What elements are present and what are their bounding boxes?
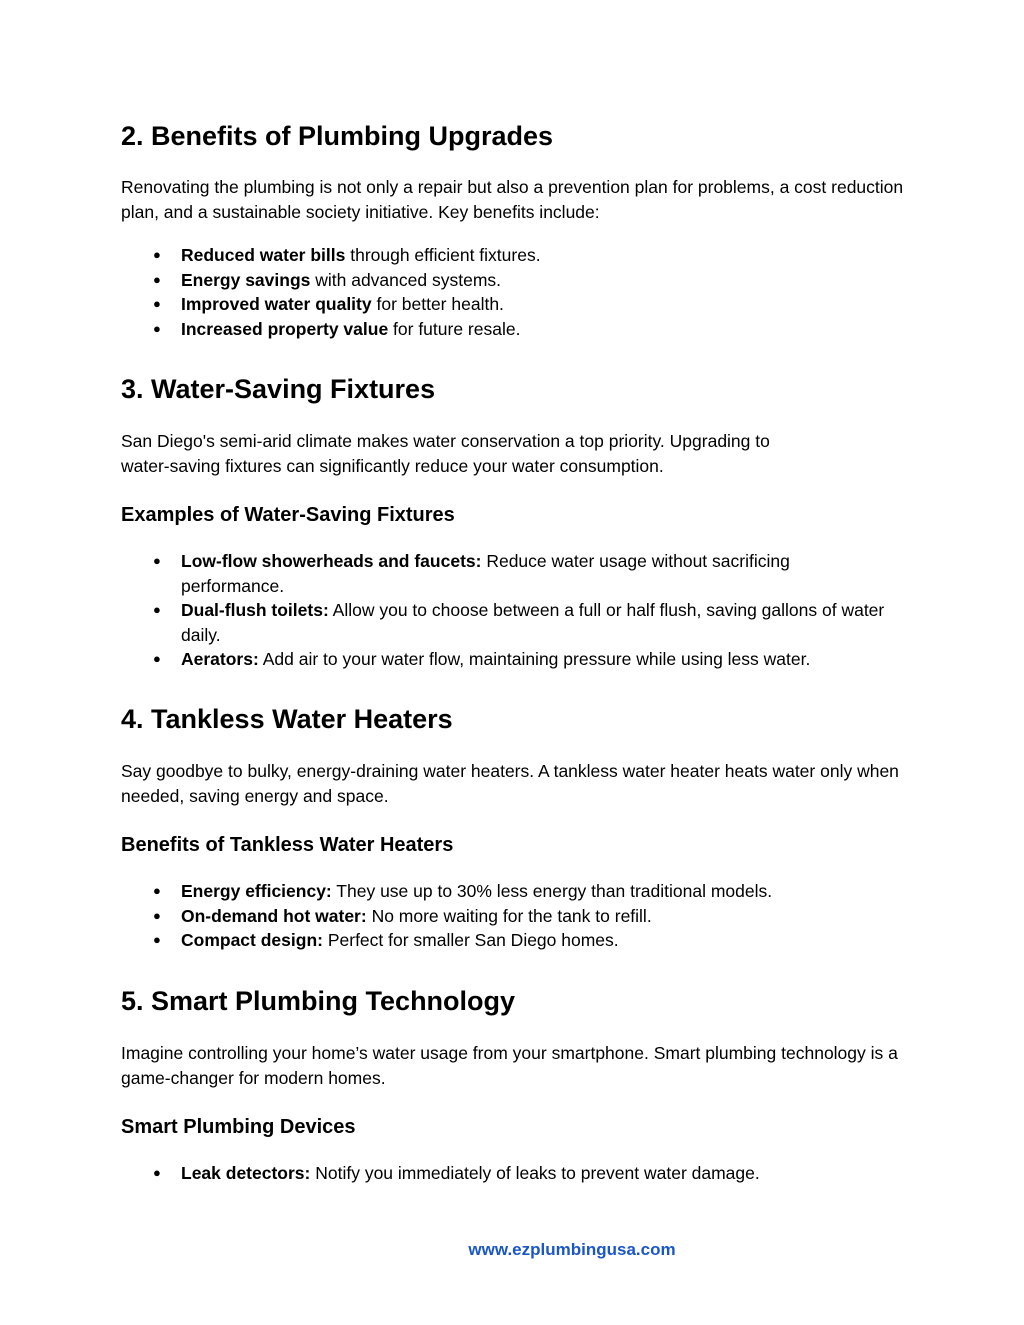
bullet-icon: ●	[153, 1165, 161, 1180]
bullet-icon: ●	[153, 602, 161, 617]
subheading-water-saving-examples: Examples of Water-Saving Fixtures	[121, 504, 455, 526]
list-item: ● On-demand hot water: No more waiting for the tank to refill.	[121, 904, 911, 929]
list-item: ● Low-flow showerheads and faucets: Reduce water usage without sacrificing performance.	[153, 551, 790, 596]
section-heading-water-saving: 3. Water-Saving Fixtures	[121, 374, 436, 404]
smart-devices-list	[121, 1161, 911, 1186]
list-item: ● Energy savings with advanced systems.	[121, 268, 911, 293]
list-item: ● Compact design: Perfect for smaller San Diego homes.	[121, 928, 911, 953]
list-item: ● Leak detectors: Notify you immediately of leaks to prevent water damage.	[121, 1161, 911, 1186]
section-heading-benefits: 2. Benefits of Plumbing Upgrades	[121, 121, 554, 151]
footer-website-link[interactable]: www.ezplumbingusa.com	[468, 1240, 676, 1259]
list-item: ● Dual-flush toilets: Allow you to choose between a full or half flush, saving gallons of water daily.	[153, 600, 885, 645]
section-intro-benefits: Renovating the plumbing is not only a repair but also a prevention plan for problems, a cost reduction plan, and a sustainable society initiative. Key benefits include:	[121, 177, 904, 222]
list-item: ● Reduced water bills through efficient fixtures.	[121, 243, 911, 268]
bullet-icon: ●	[153, 553, 161, 568]
section-heading-smart: 5. Smart Plumbing Technology	[121, 986, 516, 1016]
bullet-icon: ●	[153, 883, 161, 898]
tankless-list	[121, 879, 911, 953]
bullet-icon: ●	[153, 247, 161, 262]
subheading-smart-devices: Smart Plumbing Devices	[121, 1116, 356, 1138]
section-intro-tankless: Say goodbye to bulky, energy-draining water heaters. A tankless water heater heats water only when needed, saving energy and space.	[121, 761, 899, 806]
bullet-icon: ●	[153, 271, 161, 287]
bullet-icon: ●	[153, 651, 161, 666]
subheading-tankless-benefits: Benefits of Tankless Water Heaters	[121, 834, 454, 856]
section-intro-water-saving: San Diego's semi-arid climate makes water conservation a top priority. Upgrading to water-saving fixtures can significantly reduce your water consumption.	[121, 431, 770, 476]
section-heading-tankless: 4. Tankless Water Heaters	[121, 704, 453, 734]
bullet-icon: ●	[153, 932, 161, 947]
water-saving-list	[121, 549, 911, 672]
benefits-list	[121, 243, 911, 341]
list-item: ● Improved water quality for better health.	[121, 292, 911, 317]
list-item: ● Increased property value for future resale.	[121, 317, 911, 342]
section-intro-smart: Imagine controlling your home’s water usage from your smartphone. Smart plumbing technology is a game-changer for modern homes.	[121, 1043, 898, 1088]
list-item: ● Energy efficiency: They use up to 30% less energy than traditional models.	[121, 879, 911, 904]
bullet-icon: ●	[153, 907, 161, 923]
list-item: ● Aerators: Add air to your water flow, maintaining pressure while using less water.	[121, 647, 911, 672]
bullet-icon: ●	[153, 296, 161, 311]
bullet-icon: ●	[153, 320, 161, 336]
